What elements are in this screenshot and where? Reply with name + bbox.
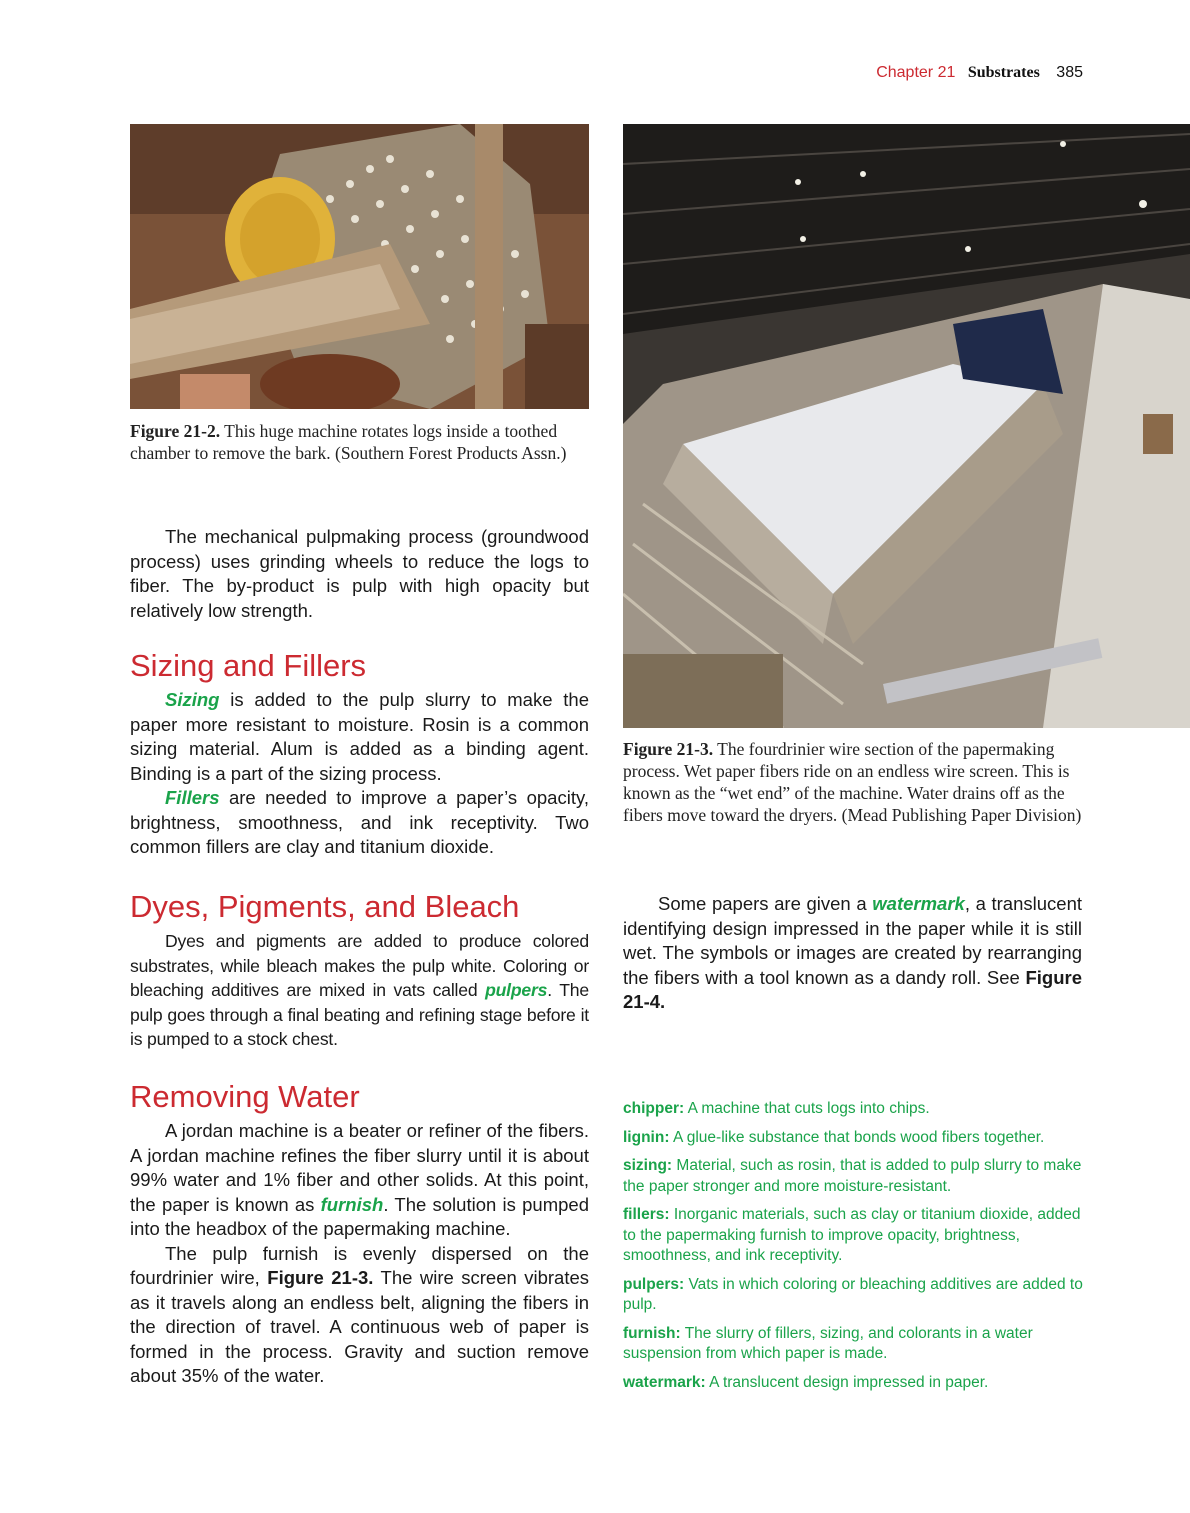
fourdrinier-text-after: The wire screen vibrates as it travels along an endless belt, aligning the fibers in the direction of travel. A continuous web of paper is formed in the process. Gravity and suction remove about 35% of the water. <box>130 1267 589 1386</box>
glossary-entry <box>623 1128 1088 1149</box>
figure-21-3-caption <box>623 738 1083 826</box>
figure-21-3-reference: Figure 21-3. <box>267 1267 374 1288</box>
figure-21-3-photo <box>623 124 1190 728</box>
dyes-heading: Dyes, Pigments, and Bleach <box>130 889 520 924</box>
fillers-term: Fillers <box>165 787 220 808</box>
glossary-term: sizing: <box>623 1157 673 1174</box>
glossary-definition: The slurry of fillers, sizing, and colorants in a water suspension from which paper is made. <box>623 1324 1033 1362</box>
sizing-paragraph <box>130 688 589 786</box>
furnish-term: furnish <box>320 1193 384 1215</box>
watermark-text-before: Some papers are given a <box>658 893 873 914</box>
figure-21-2-label: Figure 21-2. <box>130 421 221 441</box>
dyes-text-before: Dyes and pigments are added to produce colored substrates, while bleach makes the pulp white. Coloring or bleaching additives are mixed in vats called <box>130 931 589 1000</box>
glossary-definition: A machine that cuts logs into chips. <box>687 1100 930 1117</box>
glossary-term: furnish: <box>623 1324 681 1342</box>
left-column <box>130 525 589 623</box>
watermark-paragraph <box>623 892 1082 1015</box>
figure-21-3-label: Figure 21-3. <box>623 739 714 759</box>
fourdrinier-paragraph <box>130 1242 589 1389</box>
fillers-text: are needed to improve a paper’s opacity, brightness, smoothness, and ink receptivity. Two common fillers are clay and titanium dioxide. <box>130 787 589 857</box>
removing-water-section <box>130 1079 589 1389</box>
header-title: Substrates <box>967 64 1040 81</box>
sizing-fillers-heading: Sizing and Fillers <box>130 648 367 683</box>
glossary <box>623 1099 1088 1401</box>
glossary-entry <box>623 1373 1088 1394</box>
sizing-fillers-section <box>130 648 589 860</box>
watermark-term: watermark <box>872 893 965 914</box>
dyes-paragraph <box>130 929 589 1052</box>
watermark-text-after: , a translucent identifying design impressed in the paper while it is still wet. The symbols or images are created by rearranging the fibers with a tool known as a dandy roll. See <box>623 893 1082 988</box>
page-number: 385 <box>1056 64 1083 81</box>
glossary-entry <box>623 1205 1088 1267</box>
glossary-entry <box>623 1099 1088 1120</box>
glossary-term: chipper: <box>623 1100 685 1117</box>
jordan-text-before: A jordan machine is a beater or refiner of the fibers. A jordan machine refines the fiber slurry until it is about 99% water and 1% fiber and other solids. At this point, the paper is known as <box>130 1120 589 1215</box>
glossary-term: lignin: <box>623 1128 670 1146</box>
figure-21-3-text: The fourdrinier wire section of the papermaking process. Wet paper fibers ride on an endless wire screen. This is known as the “wet end” of the machine. Water drains off as the fibers move toward the dryers. (Mead Publishing Paper Division) <box>623 739 1082 825</box>
dyes-text-after: . The pulp goes through a final beating and refining stage before it is pumped to a stock chest. <box>130 980 589 1049</box>
figure-21-2-caption <box>130 420 590 464</box>
glossary-definition: Inorganic materials, such as clay or titanium dioxide, added to the papermaking furnish to improve opacity, brightness, smoothness, and ink receptivity. <box>623 1206 1081 1264</box>
fourdrinier-text-before: The pulp furnish is evenly dispersed on the fourdrinier wire, <box>130 1242 589 1288</box>
figure-21-2-photo <box>130 124 589 409</box>
jordan-text-after: . The solution is pumped into the headbox of the papermaking machine. <box>130 1193 589 1239</box>
fillers-paragraph <box>130 786 589 860</box>
glossary-term: fillers: <box>623 1206 670 1223</box>
pulpers-term: pulpers <box>485 980 548 1000</box>
watermark-section <box>623 892 1082 1015</box>
header-chapter: Chapter 21 <box>876 64 956 81</box>
glossary-definition: A translucent design impressed in paper. <box>709 1373 989 1391</box>
jordan-paragraph <box>130 1119 589 1242</box>
figure-21-2-text: This huge machine rotates logs inside a toothed chamber to remove the bark. (Southern Forest Products Assn.) <box>130 421 567 463</box>
glossary-term: watermark: <box>623 1373 706 1391</box>
mechanical-pulpmaking-paragraph: The mechanical pulpmaking process (groundwood process) uses grinding wheels to reduce the logs to fiber. The by-product is pulp with high opacity but relatively low strength. <box>130 526 589 621</box>
glossary-definition: Material, such as rosin, that is added to pulp slurry to make the paper stronger and more moisture-resistant. <box>623 1157 1082 1195</box>
dyes-section <box>130 889 589 1052</box>
glossary-entry <box>623 1156 1088 1197</box>
figure-21-4-reference: Figure 21-4. <box>623 966 1082 1012</box>
glossary-term: pulpers: <box>623 1275 685 1293</box>
sizing-term: Sizing <box>165 689 220 710</box>
sizing-text: is added to the pulp slurry to make the paper more resistant to moisture. Rosin is a common sizing material. Alum is added as a binding agent. Binding is a part of the sizing process. <box>130 689 589 784</box>
glossary-entry <box>623 1324 1088 1365</box>
glossary-entry <box>623 1275 1088 1316</box>
glossary-definition: Vats in which coloring or bleaching additives are added to pulp. <box>623 1275 1083 1313</box>
removing-water-heading: Removing Water <box>130 1079 360 1114</box>
glossary-definition: A glue-like substance that bonds wood fibers together. <box>672 1128 1045 1146</box>
running-header <box>876 64 1083 82</box>
